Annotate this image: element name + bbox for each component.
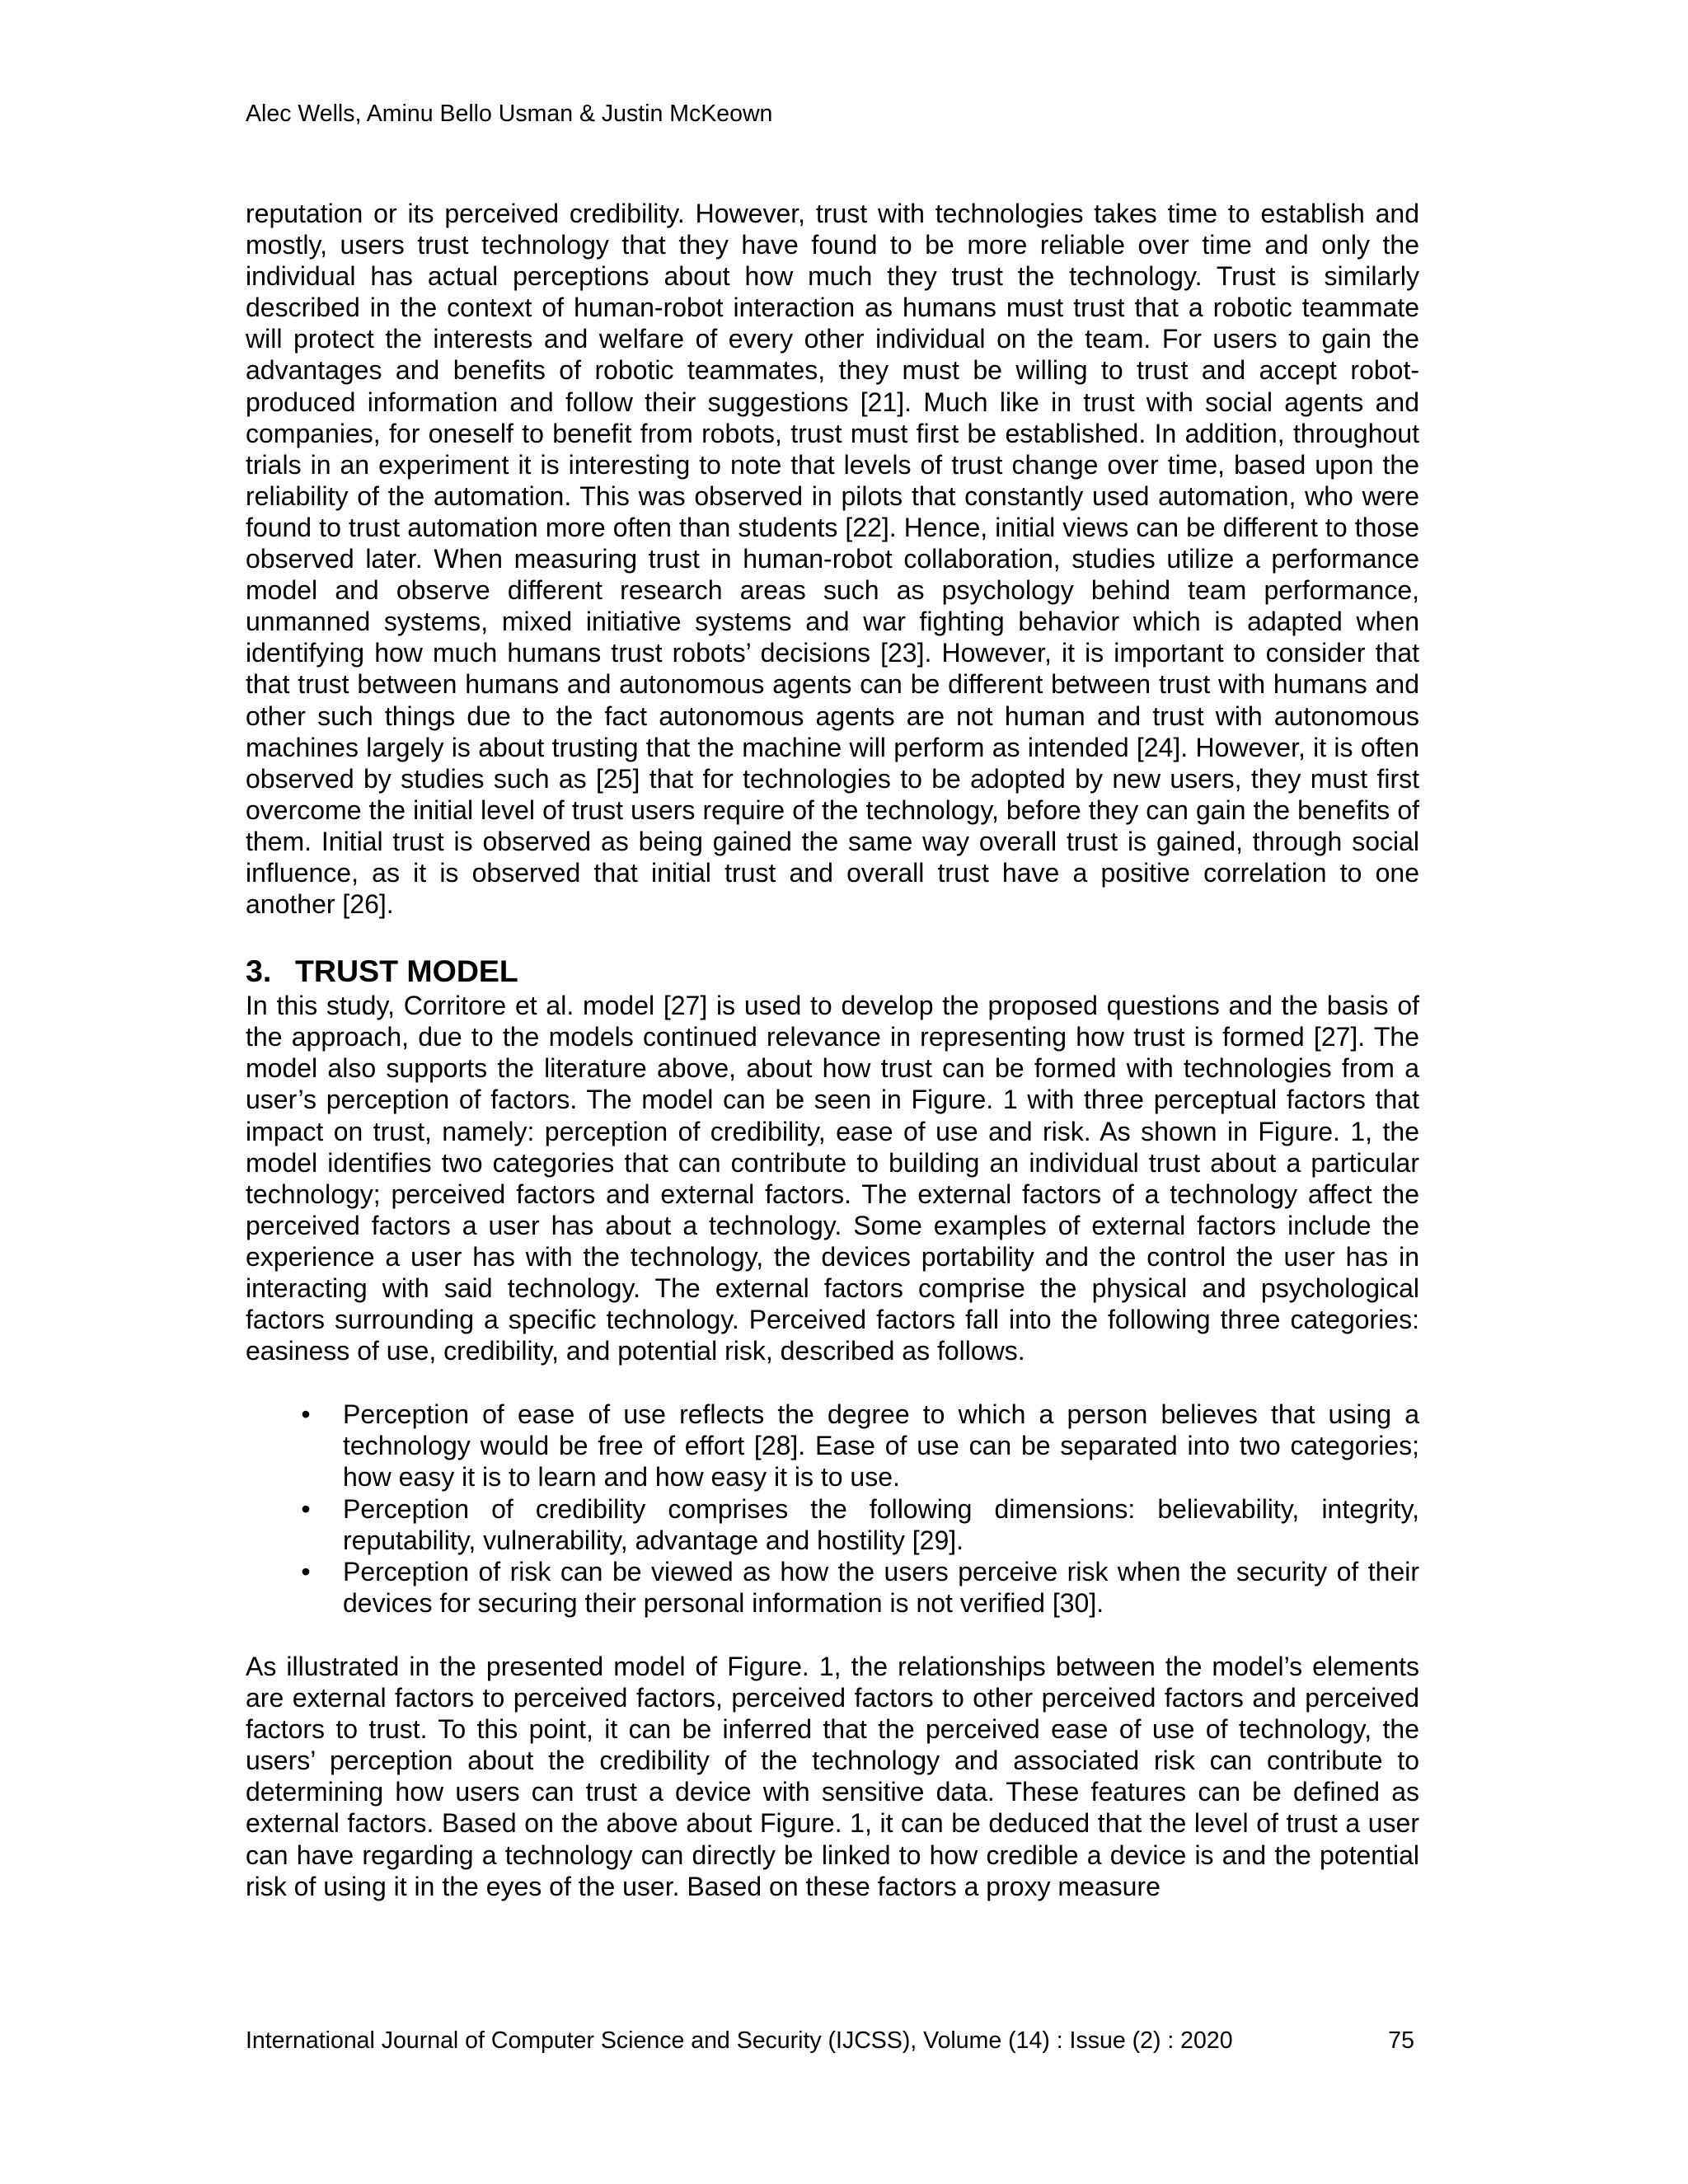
running-header-authors: Alec Wells, Aminu Bello Usman & Justin McKeown [246,101,773,127]
bullet-text: Perception of risk can be viewed as how the users perceive risk when the security of their devices for securing their personal information is not verified [30]. [343,1556,1419,1618]
bullet-item-credibility [246,1493,1419,1556]
bullet-text: Perception of ease of use reflects the degree to which a person believes that using a technology would be free of effort [28]. Ease of use can be separated into two categories; how easy it is to learn and how easy it is to use. [343,1399,1419,1493]
bullet-item-ease-of-use [246,1399,1419,1493]
bullet-text: Perception of credibility comprises the following dimensions: believability, integrity, reputability, vulnerability, advantage and hostility [29]. [343,1493,1419,1555]
bullet-item-risk [246,1556,1419,1619]
body-paragraph-2: In this study, Corritore et al. model [27] is used to develop the proposed questions and the basis of the approach, due to the models continued relevance in representing how trust is formed [27]. The model also supports the literature above, about how trust can be formed with technologies from a user’s perception of factors. The model can be seen in Figure. 1 with three perceptual factors that impact on trust, namely: perception of credibility, ease of use and risk. As shown in Figure. 1, the model identifies two categories that can contribute to building an individual trust about a particular technology; perceived factors and external factors. The external factors of a technology affect the perceived factors a user has about a technology. Some examples of external factors include the experience a user has with the technology, the devices portability and the control the user has in interacting with said technology. The external factors comprise the physical and psychological factors surrounding a specific technology. Perceived factors fall into the following three categories: easiness of use, credibility, and potential risk, described as follows. [246,991,1419,1366]
page-footer [246,2024,1419,2057]
body-paragraph-3: As illustrated in the presented model of Figure. 1, the relationships between the model’s elements are external factors to perceived factors, perceived factors to other perceived factors and perceived factors to trust. To this point, it can be inferred that the perceived ease of use of technology, the users’ perception about the credibility of the technology and associated risk can contribute to determining how users can trust a device with sensitive data. These features can be defined as external factors. Based on the above about Figure. 1, it can be deduced that the level of trust a user can have regarding a technology can directly be linked to how credible a device is and the potential risk of using it in the eyes of the user. Based on these factors a proxy measure [246,1651,1419,1901]
bullet-icon: • [301,1493,311,1524]
section-title: TRUST MODEL [295,954,518,989]
section-heading [246,952,1419,990]
main-text-column [246,198,1419,1902]
page-number: 75 [1388,2027,1414,2054]
section-number: 3. [246,954,272,989]
body-paragraph-1: reputation or its perceived credibility. However, trust with technologies takes time to establish and mostly, users trust technology that they have found to be more reliable over time and only the individual has actual perceptions about how much they trust the technology. Trust is similarly described in the context of human-robot interaction as humans must trust that a robotic teammate will protect the interests and welfare of every other individual on the team. For users to gain the advantages and benefits of robotic teammates, they must be willing to trust and accept robot-produced information and follow their suggestions [21]. Much like in trust with social agents and companies, for oneself to benefit from robots, trust must first be established. In addition, throughout trials in an experiment it is interesting to note that levels of trust change over time, based upon the reliability of the automation. This was observed in pilots that constantly used automation, who were found to trust automation more often than students [22]. Hence, initial views can be different to those observed later. When measuring trust in human-robot collaboration, studies utilize a performance model and observe different research areas such as psychology behind team performance, unmanned systems, mixed initiative systems and war fighting behavior which is adapted when identifying how much humans trust robots’ decisions [23]. However, it is important to consider that that trust between humans and autonomous agents can be different between trust with humans and other such things due to the fact autonomous agents are not human and trust with autonomous machines largely is about trusting that the machine will perform as intended [24]. However, it is often observed by studies such as [25] that for technologies to be adopted by new users, they must first overcome the initial level of trust users require of the technology, before they can gain the benefits of them. Initial trust is observed as being gained the same way overall trust is gained, through social influence, as it is observed that initial trust and overall trust have a positive correlation to one another [26]. [246,199,1419,920]
bullet-icon: • [301,1399,311,1430]
footer-journal-citation: International Journal of Computer Science and Security (IJCSS), Volume (14) : Issue (2) : 2020 [246,2027,1233,2054]
bullet-list [246,1399,1419,1619]
bullet-icon: • [301,1556,311,1586]
